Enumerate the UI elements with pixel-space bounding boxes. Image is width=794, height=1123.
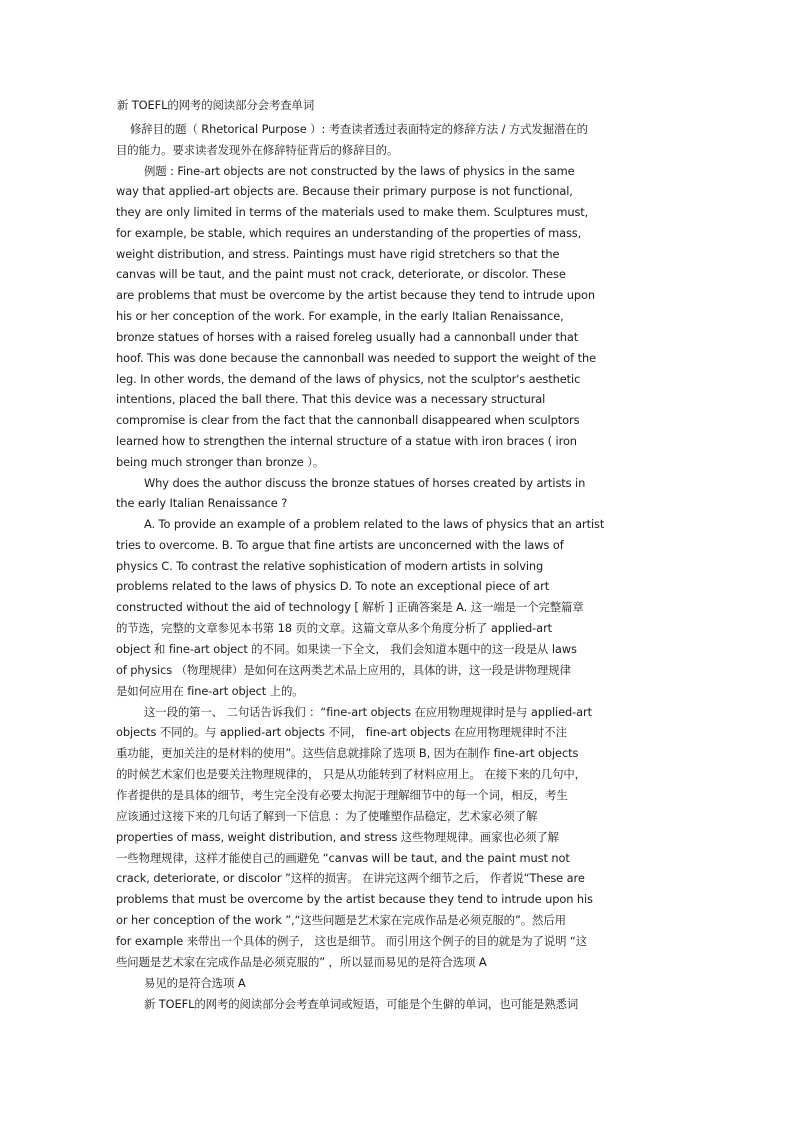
- text-line: they are only limited in terms of the materials used to make them. Sculptures must,: [116, 205, 589, 219]
- text-line: hoof. This was done because the cannonball was needed to support the weight of the: [116, 351, 597, 365]
- text-line: crack, deteriorate, or discolor ”这样的损害。 在讲完这两个细节之后， 作者说“These are: [116, 871, 585, 885]
- text-line: 修辞目的题（ Rhetorical Purpose ）: 考查读者透过表面特定的修辞方法 / 方式发掘潜在的: [130, 122, 588, 136]
- text-line: weight distribution, and stress. Paintings must have rigid stretchers so that the: [116, 247, 560, 261]
- text-line: 一些物理规律，这样才能使自己的画避免 “canvas will be taut, and the paint must not: [116, 851, 570, 865]
- text-line: 的节选，完整的文章参见本书第 18 页的文章。这篇文章从多个角度分析了 applied-art: [116, 621, 553, 635]
- text-line: problems related to the laws of physics D. To note an exceptional piece of art: [116, 579, 550, 593]
- text-line: way that applied-art objects are. Because their primary purpose is not functional,: [116, 184, 573, 198]
- text-line: intentions, placed the ball there. That this device was a necessary structural: [116, 392, 546, 406]
- text-line: 例题 : Fine-art objects are not constructed by the laws of physics in the same: [144, 164, 575, 178]
- text-line: bronze statues of horses with a raised foreleg usually had a cannonball under that: [116, 330, 579, 344]
- text-line: objects 不同的。与 applied-art objects 不同， fine-art objects 在应用物理规律时不注: [116, 725, 567, 739]
- text-line: the early Italian Renaissance ?: [116, 496, 288, 510]
- text-line: 新 TOEFL的网考的阅读部分会考查单词或短语，可能是个生僻的单词，也可能是熟悉词: [144, 997, 579, 1011]
- text-line: 的时候艺术家们也是要关注物理规律的， 只是从功能转到了材料应用上。 在接下来的几句中，: [116, 767, 586, 781]
- text-line: 目的能力。要求读者发现外在修辞特征背后的修辞目的。: [116, 143, 399, 157]
- text-line: problems that must be overcome by the artist because they tend to intrude upon his: [116, 892, 593, 906]
- text-line: object 和 fine-art object 的不同。如果读一下全文， 我们会知道本题中的这一段是从 laws: [116, 642, 577, 656]
- text-line: of physics （物理规律）是如何在这两类艺术品上应用的，具体的讲，这一段是讲物理规律: [116, 663, 571, 677]
- text-line: 重功能，更加关注的是材料的使用”。这些信息就排除了选项 B, 因为在制作 fine-art objects: [116, 746, 579, 760]
- text-line: 是如何应用在 fine-art object 上的。: [116, 684, 304, 698]
- text-line: his or her conception of the work. For example, in the early Italian Renaissance,: [116, 309, 564, 323]
- text-line: leg. In other words, the demand of the laws of physics, not the sculptor's aesthetic: [116, 372, 581, 386]
- text-line: 些问题是艺术家在完成作品是必须克服的” ，所以显而易见的是符合选项 A: [116, 955, 487, 969]
- text-line: Why does the author discuss the bronze statues of horses created by artists in: [144, 476, 586, 490]
- text-line: A. To provide an example of a problem related to the laws of physics that an artist: [144, 517, 605, 531]
- text-line: 作者提供的是具体的细节，考生完全没有必要太拘泥于理解细节中的每一个词，相反，考生: [116, 788, 568, 802]
- text-line: physics C. To contrast the relative sophistication of modern artists in solving: [116, 559, 544, 573]
- text-line: tries to overcome. B. To argue that fine artists are unconcerned with the laws of: [116, 538, 564, 552]
- text-line: learned how to strengthen the internal structure of a statue with iron braces ( iron: [116, 434, 577, 448]
- text-line: are problems that must be overcome by the artist because they tend to intrude upon: [116, 288, 595, 302]
- text-line: 这一段的第一、 二句话告诉我们 ：“fine-art objects 在应用物理规律时是与 applied-art: [144, 705, 592, 719]
- text-line: 应该通过这接下来的几句话了解到一下信息 ：为了使雕塑作品稳定，艺术家必须了解: [116, 809, 538, 823]
- text-line: canvas will be taut, and the paint must not crack, deteriorate, or discolor. These: [116, 267, 566, 281]
- text-line: 易见的是符合选项 A: [144, 976, 246, 990]
- text-line: or her conception of the work ”,“这些问题是艺术家在完成作品是必须克服的”。然后用: [116, 913, 566, 927]
- text-line: being much stronger than bronze ）。: [116, 455, 325, 469]
- text-line: compromise is clear from the fact that the cannonball disappeared when sculptors: [116, 413, 580, 427]
- text-line: properties of mass, weight distribution, and stress 这些物理规律。画家也必须了解: [116, 830, 559, 844]
- text-line: for example, be stable, which requires an understanding of the properties of mass,: [116, 226, 582, 240]
- text-line: constructed without the aid of technology [ 解析 ] 正确答案是 A. 这一端是一个完整篇章: [116, 600, 584, 614]
- text-line: for example 来带出一个具体的例子， 这也是细节。 而引用这个例子的目的就是为了说明 “这: [116, 934, 587, 948]
- text-line: 新 TOEFL的网考的阅读部分会考查单词: [117, 98, 315, 112]
